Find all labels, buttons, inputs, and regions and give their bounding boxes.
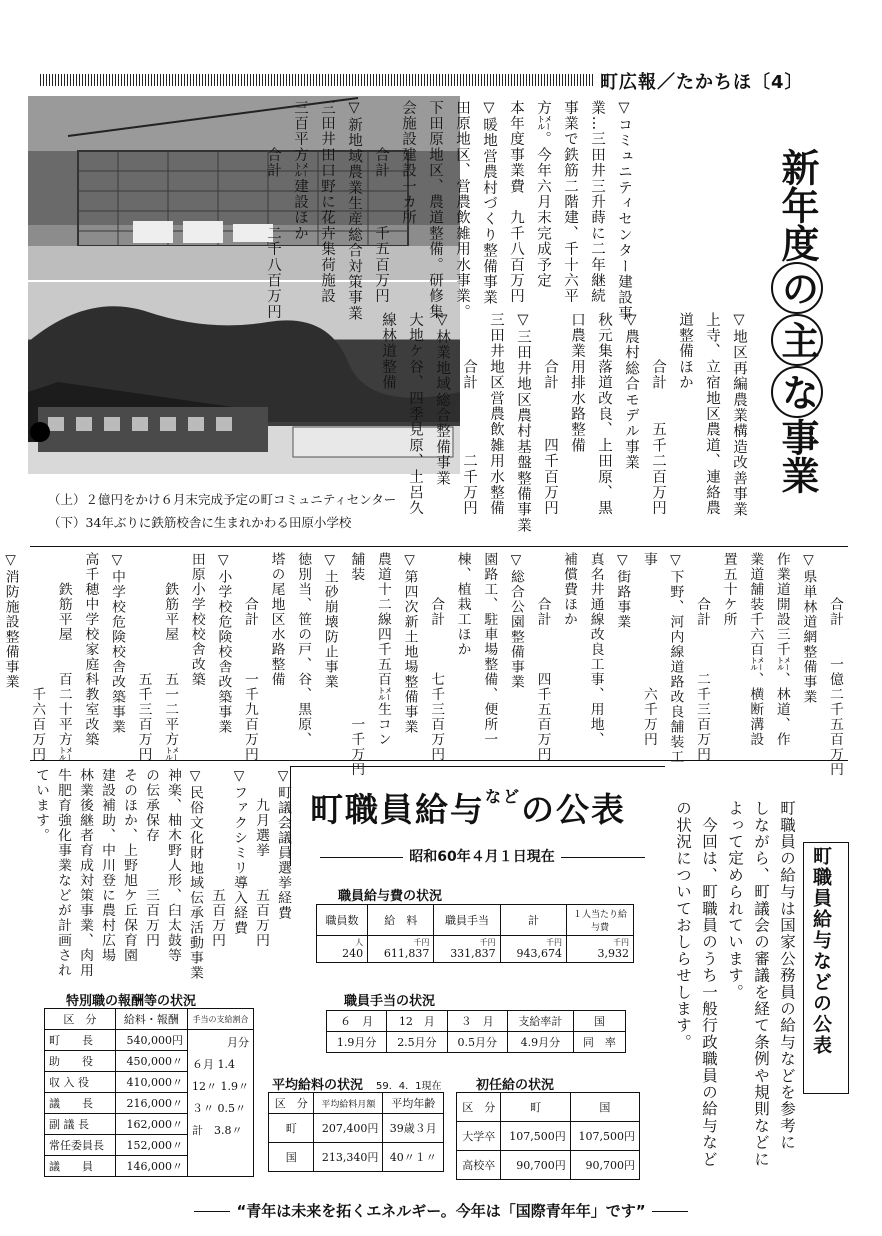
title-char: 年 (775, 186, 819, 224)
upper-text-block-2: ▽地区再編農業構造改善事業 上寺、立宿地区農道、連絡農 道整備ほか 合計 五千二百万円 ▽農村総合モデル事業 秋元集落道改良、上田原、黒 口農業用排水路整備 合計 四千百万円 ▽三田井地区農村基盤整備事業 三田井地区営農飲雑用水整備 合計 二千万円 ▽林業地域総合整備事業 大地ケ谷、四季見原、土呂久 線林道整備 (380, 312, 747, 534)
footer-slogan: “青年は未来を拓くエネルギー。今年は「国際青年年」です” (236, 1202, 646, 1220)
allowance-table (326, 1010, 626, 1053)
row-value: 162,000〃 (115, 1114, 187, 1135)
salary-title (310, 784, 626, 831)
row-value: 540,000円 (115, 1030, 187, 1051)
th-nation: 国 (570, 1093, 639, 1122)
th-category: 区 分 (269, 1093, 314, 1114)
unit: 千円 (546, 938, 562, 947)
avg-table (268, 1092, 444, 1172)
th-avg-age: 平均年齢 (383, 1093, 444, 1114)
td-mar: 0.5月分 (447, 1032, 507, 1053)
row-salary: 207,400円 (314, 1114, 383, 1143)
td-salary (368, 936, 434, 963)
th-total-rate: 支給率計 (507, 1011, 573, 1032)
row-label: 常任委員長 (45, 1135, 116, 1156)
row-value: 450,000〃 (115, 1051, 187, 1072)
unit: 千円 (413, 938, 430, 947)
value: 3,932 (597, 947, 629, 960)
title-char-circled: 主 (771, 314, 823, 366)
td-staff (317, 936, 368, 963)
side-title: 町職員給与などの公表 (810, 846, 832, 1056)
special-table (44, 1008, 254, 1177)
value: 611,837 (383, 947, 430, 960)
th-june: ６ 月 (327, 1011, 387, 1032)
th-total: 計 (500, 905, 566, 936)
footer-dash (652, 1211, 688, 1212)
rate-cell (188, 1030, 254, 1177)
section-divider (30, 546, 848, 547)
row-label: 議 員 (45, 1156, 116, 1177)
salary-date-text: 昭和60年４月１日現在 (403, 849, 560, 865)
row-label: 町 長 (45, 1030, 116, 1051)
title-char-circled: な (771, 366, 823, 418)
td-total-rate: 4.9月分 (507, 1032, 573, 1053)
unit: 千円 (613, 938, 629, 947)
row-nation: 90,700円 (570, 1151, 639, 1180)
start-table (456, 1092, 640, 1180)
salary-title-end: の公表 (521, 790, 627, 829)
title-char: 業 (775, 456, 819, 494)
row-value: 152,000〃 (115, 1135, 187, 1156)
row-label: 助 役 (45, 1051, 116, 1072)
th-pay: 給料・報酬 (115, 1009, 187, 1030)
unit: 千円 (479, 938, 496, 947)
row-value: 146,000〃 (115, 1156, 187, 1177)
salary-intro: 町職員の給与は国家公務員の給与などを参考に しながら、町議会の審議を経て条例や規則などに よって定められています。 今回は、町職員のうち一般行政職員の給与など の状況についておしらせします。 (674, 800, 796, 1168)
value: 331,837 (450, 947, 496, 960)
avg-table-title (272, 1074, 441, 1093)
avg-date: 59．4．1現在 (376, 1081, 442, 1092)
th-avg-salary: 平均給料月額 (314, 1093, 383, 1114)
title-char: 事 (775, 418, 819, 456)
row-town: 90,700円 (501, 1151, 570, 1180)
salary-date (322, 846, 642, 866)
th-mar: ３ 月 (447, 1011, 507, 1032)
caption-bottom: （下）34年ぶりに鉄筋校舎に生まれかわる田原小学校 (48, 515, 352, 530)
rate-line: 計 3.8〃 (192, 1124, 243, 1137)
allowance-table-title: 職員手当の状況 (344, 994, 436, 1009)
td-nation: 同 率 (573, 1032, 625, 1053)
title-rule (290, 766, 665, 767)
footer-dash (194, 1211, 230, 1212)
expense-table (316, 904, 634, 963)
td-allowance (434, 936, 500, 963)
th-salary: 給 料 (368, 905, 434, 936)
row-value: 410,000〃 (115, 1072, 187, 1093)
row-age: 39歳３月 (383, 1114, 444, 1143)
row-label: 高校卒 (457, 1151, 501, 1180)
th-dec: 12 月 (387, 1011, 447, 1032)
th-staff: 職員数 (317, 905, 368, 936)
th-category: 区 分 (457, 1093, 501, 1122)
unit: 人 (355, 938, 364, 947)
special-table-title: 特別職の報酬等の状況 (66, 994, 197, 1009)
page-header: 町広報／たかちほ〔4〕 (600, 72, 804, 93)
rate-line: ３〃 0.5〃 (192, 1102, 246, 1115)
th-category: 区 分 (45, 1009, 116, 1030)
other-projects-block: ▽町議会議員選挙経費 九月選挙 五百万円 ▽ファクシミリ導入経費 五百万円 ▽民俗文化財地域伝承活動事業 神楽、柚木野人形、臼太鼓等 の伝承保存 三百万円 そのほか、上野旭ケ丘保育園 建設補助、中川登に農村広場 林業後継者育成対策事業、肉用 牛肥育強化事業などが計画され ています。 (33, 768, 291, 981)
rate-line: ６月 1.4 (192, 1058, 235, 1071)
rate-line: 月分 (227, 1036, 249, 1049)
header-rule (40, 74, 595, 86)
salary-title-small: など (485, 787, 522, 806)
title-char: 度 (775, 224, 819, 262)
footer (0, 1200, 882, 1221)
row-label: 議 長 (45, 1093, 116, 1114)
row-value: 216,000〃 (115, 1093, 187, 1114)
rate-line: 12〃 1.9〃 (192, 1080, 249, 1093)
row-salary: 213,340円 (314, 1143, 383, 1172)
th-nation: 国 (573, 1011, 625, 1032)
salary-title-main: 町職員給与 (310, 790, 485, 829)
td-june: 1.9月分 (327, 1032, 387, 1053)
th-per-person: １人当たり給与費 (567, 905, 634, 936)
expense-table-title: 職員給与費の状況 (338, 889, 443, 904)
th-town: 町 (501, 1093, 570, 1122)
value: 943,674 (516, 947, 562, 960)
th-allowance: 職員手当 (434, 905, 500, 936)
lower-text-block: 合計 一億二千五百万円 ▽県単林道網整備事業 作業道開設三千㍍、林道、作 業道舗装千六百㍍、横断溝設 置五十ケ所 合計 二千三百万円 ▽下野、河内線道路改良舗装工 事 六千万円 ▽街路事業 真名井通線改良工事、用地、 補償費ほか 合計 四千五百万円 ▽総合公園整備事業 園路工、駐車場整備、便所一 棟、植栽工ほか 合計 七千三百万円 ▽第四次新土地場整備事業 農道十二線四千五百㍍生コン 舗装 一千万円 ▽土砂崩壊防止事業 徳別当、笹の戸、谷、黒原、 塔の尾地区水路整備 合計 一千九百万円 ▽小学校危険校舎改築事業 田原小学校校舎改築 鉄筋平屋 五一二平方㍍ 五千三百万円 ▽中学校危険校舎改築事業 高千穂中学校家庭科教室改築 鉄筋平屋 百二十平方㍍ 千六百万円 ▽消防施設整備事業 (2, 552, 843, 777)
avg-title-text: 平均給料の状況 (272, 1078, 364, 1093)
caption-top: （上）２億円をかけ６月末完成予定の町コミュニティセンター (48, 492, 397, 507)
title-rule-left (290, 766, 291, 866)
row-label: 副 議 長 (45, 1114, 116, 1135)
td-total (500, 936, 566, 963)
td-dec: 2.5月分 (387, 1032, 447, 1053)
row-town: 107,500円 (501, 1122, 570, 1151)
row-label: 収 入 役 (45, 1072, 116, 1093)
main-title (768, 148, 826, 494)
upper-text-block-1: ▽コミュニティセンター建設事 業…三田井三升蒔に二年継続 事業で鉄筋二階建、千十六平 方㍍。今年六月末完成予定 本年度事業費 九千八百万円 ▽暖地営農村づくり整備事業 田原地区、営農飲雑用水事業。 下田原地区、農道整備。研修集 会施設建設一カ所 合計 千五百万円 ▽新地域農業生産総合対策事業 三田井田口野に花卉集荷施設 三百平方㍍建設ほか 合計 二千八百万円 (265, 100, 632, 322)
row-label: 町 (269, 1114, 314, 1143)
start-table-title: 初任給の状況 (476, 1078, 555, 1093)
section-divider-2 (30, 760, 848, 761)
th-rate: 手当の支給割合 (188, 1009, 254, 1030)
td-per-person (567, 936, 634, 963)
row-label: 国 (269, 1143, 314, 1172)
title-char: 新 (775, 148, 819, 186)
row-label: 大学卒 (457, 1122, 501, 1151)
value: 240 (342, 947, 364, 960)
row-nation: 107,500円 (570, 1122, 639, 1151)
title-char-circled: の (771, 262, 823, 314)
row-age: 40〃１〃 (383, 1143, 444, 1172)
